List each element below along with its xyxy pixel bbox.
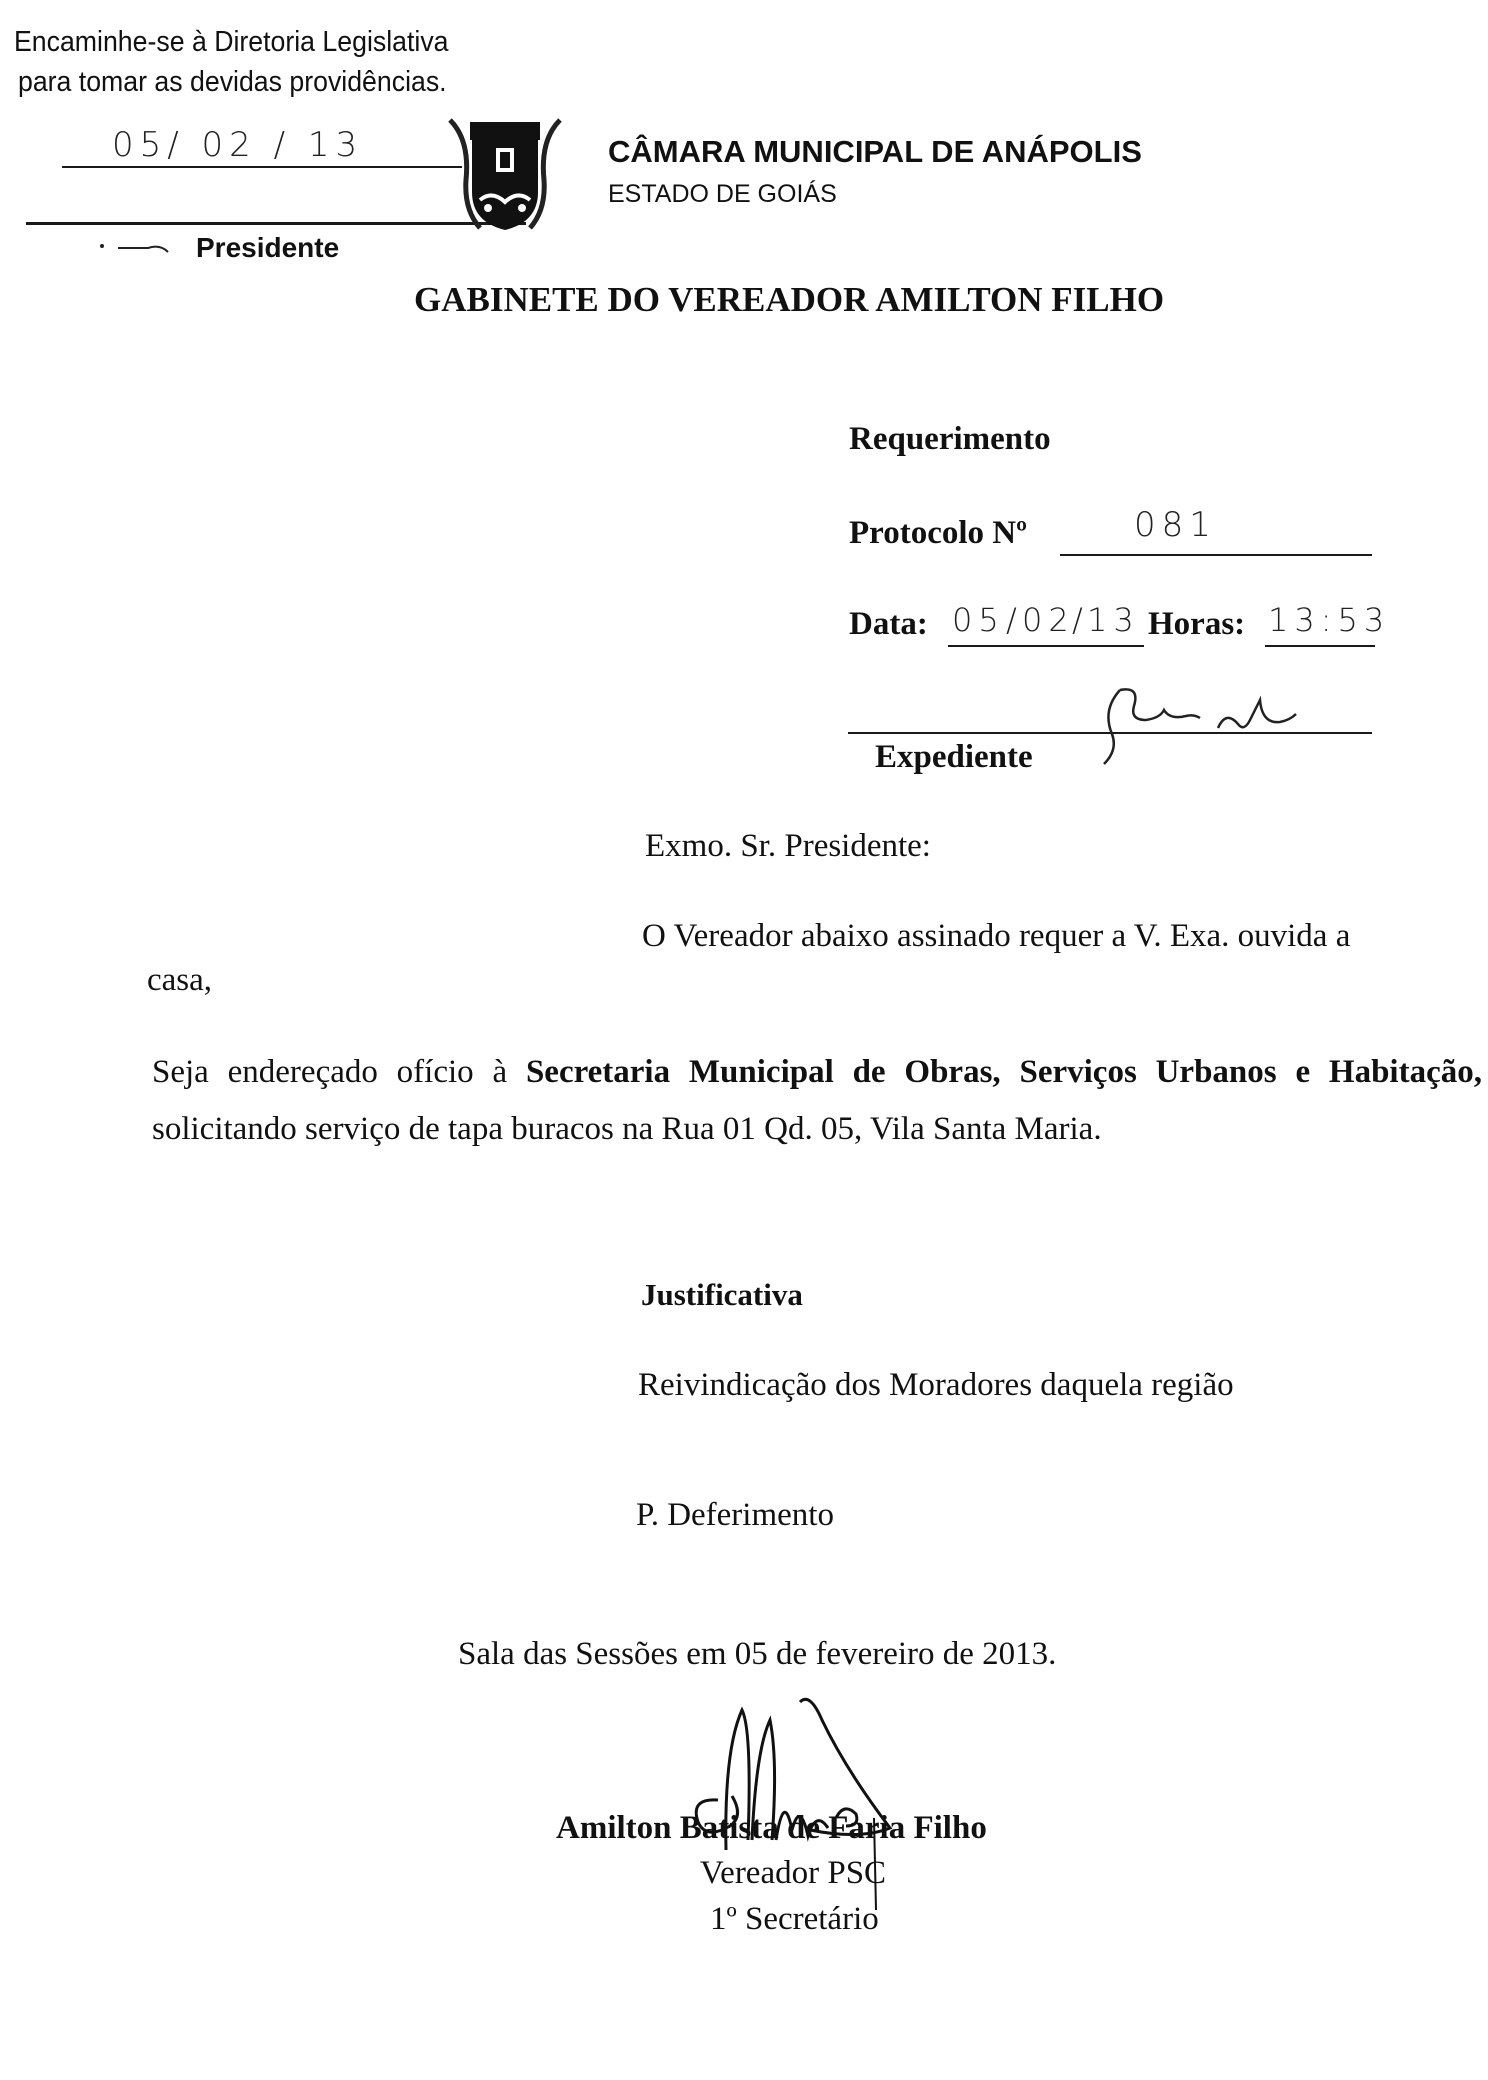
hours-label: Horas:: [1148, 606, 1246, 642]
signer-title: 1º Secretário: [710, 1901, 879, 1937]
stamp-line-1: Encaminhe-se à Diretoria Legislativa: [14, 26, 449, 58]
salutation: Exmo. Sr. Presidente:: [645, 828, 931, 864]
justification-title: Justificativa: [641, 1277, 803, 1312]
request-text-post: solicitando serviço de tapa buracos na Rua 01 Qd. 05, Vila Santa Maria.: [152, 1111, 1102, 1147]
request-recipient: Secretaria Municipal de Obras, Serviços Urbanos e Habitação,: [525, 1054, 1482, 1090]
signer-name: Amilton Batista de Faria Filho: [556, 1810, 987, 1846]
stamp-date-line: [62, 166, 462, 168]
document-type-title: Requerimento: [849, 421, 1051, 457]
place-date: Sala das Sessões em 05 de fevereiro de 2013.: [458, 1636, 1057, 1672]
justification-text: Reivindicação dos Moradores daquela região: [638, 1367, 1234, 1403]
stamp-signature-scribble-icon: [98, 232, 178, 258]
date-month: 02: [1022, 601, 1075, 639]
protocol-underline: [1060, 554, 1372, 556]
protocol-label: Protocolo Nº: [849, 515, 1027, 551]
date-year: 13: [1087, 601, 1140, 639]
signer-role: Vereador PSC: [700, 1855, 887, 1891]
stamp-line-2: para tomar as devidas providências.: [18, 66, 447, 98]
hours-underline: [1265, 645, 1375, 647]
request-paragraph: [152, 1044, 1482, 1158]
date-label: Data:: [849, 606, 928, 642]
date-underline: [948, 645, 1144, 647]
org-name: CÂMARA MUNICIPAL DE ANÁPOLIS: [608, 134, 1142, 169]
expediente-label: Expediente: [875, 739, 1033, 775]
stamp-handwritten-date: 05/ 02 / 13: [112, 125, 364, 165]
closing-text: P. Deferimento: [636, 1497, 834, 1533]
request-text-pre: Seja endereçado ofício à: [152, 1054, 526, 1090]
municipal-coat-of-arms-icon: [440, 110, 570, 242]
intro-text: O Vereador abaixo assinado requer a V. Exa. ouvida a: [642, 918, 1351, 954]
cabinet-title: GABINETE DO VEREADOR AMILTON FILHO: [414, 280, 1165, 319]
date-separator: /: [1006, 601, 1023, 639]
date-separator: /: [1072, 601, 1089, 639]
org-state: ESTADO DE GOIÁS: [608, 180, 837, 208]
protocol-number: 081: [1134, 505, 1217, 545]
date-day: 05: [952, 601, 1005, 639]
stamp-president-label: Presidente: [196, 232, 340, 263]
expediente-signature-icon: [1090, 680, 1310, 770]
intro-text-continuation: casa,: [147, 962, 213, 998]
hours-value: 13:53: [1268, 601, 1391, 639]
